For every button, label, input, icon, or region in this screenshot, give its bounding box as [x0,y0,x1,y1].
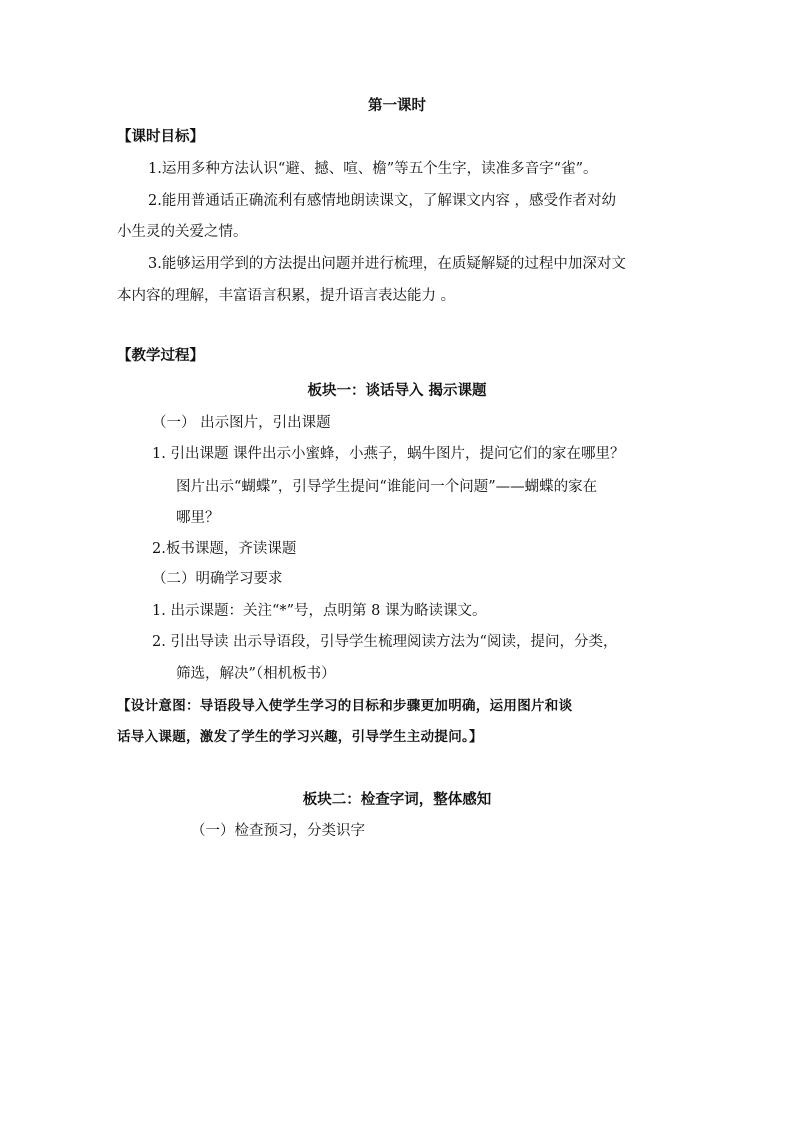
objective-item-3-line-2: 本内容的理解，丰富语言积累，提升语言表达能力 。 [117,288,456,304]
objective-item-1: 1.运用多种方法认识“避、撼、喧、檐”等五个生字，读准多音字“雀”。 [148,161,598,177]
design-intent-line-1: 【设计意图：导语段导入使学生学习的目标和步骤更加明确，运用图片和谈 [117,698,573,714]
objectives-heading: 【课时目标】 [117,128,204,145]
objective-item-2-line-1: 2.能用普通话正确流利有感情地朗读课文，了解课文内容 ，感受作者对幼 [148,193,616,209]
block-1-subsection-2: （二）明确学习要求 [152,571,283,587]
block-1-step-1-line-3: 哪里？ [176,510,220,526]
block-1-title: 板块一：谈话导入 揭示课题 [307,382,487,399]
process-heading: 【教学过程】 [117,347,204,364]
block-2-title: 板块二：检查字词，整体感知 [302,791,492,808]
objective-item-3-line-1: 3.能够运用学到的方法提出问题并进行梳理，在质疑解疑的过程中加深对文 [148,256,626,272]
objective-item-2-line-2: 小生灵的关爱之情。 [117,224,248,240]
design-intent-line-2: 话导入课题，激发了学生的学习兴趣，引导学生主动提问。】 [117,729,483,745]
block-1-requirement-2-line-1: 2. 引出导读 出示导语段，引导学生梳理阅读方法为“阅读，提问，分类， [152,634,618,650]
block-1-step-1-line-2: 图片出示“蝴蝶”，引导学生提问“谁能问一个问题”——蝴蝶的家在 [176,479,598,495]
block-2-subsection-1: （一）检查预习，分类识字 [191,823,365,839]
lesson-title: 第一课时 [368,97,426,114]
block-1-requirement-2-line-2: 筛选，解决”（相机板书） [176,666,336,682]
block-1-requirement-1: 1. 出示课题：关注“*”号，点明第 8 课为略读课文。 [152,603,487,619]
block-1-subsection-1: （一） 出示图片，引出课题 [152,415,331,431]
block-1-step-1-line-1: 1. 引出课题 课件出示小蜜蜂，小燕子，蜗牛图片，提问它们的家在哪里？ [152,446,625,462]
block-1-step-2: 2.板书课题，齐读课题 [152,541,297,557]
